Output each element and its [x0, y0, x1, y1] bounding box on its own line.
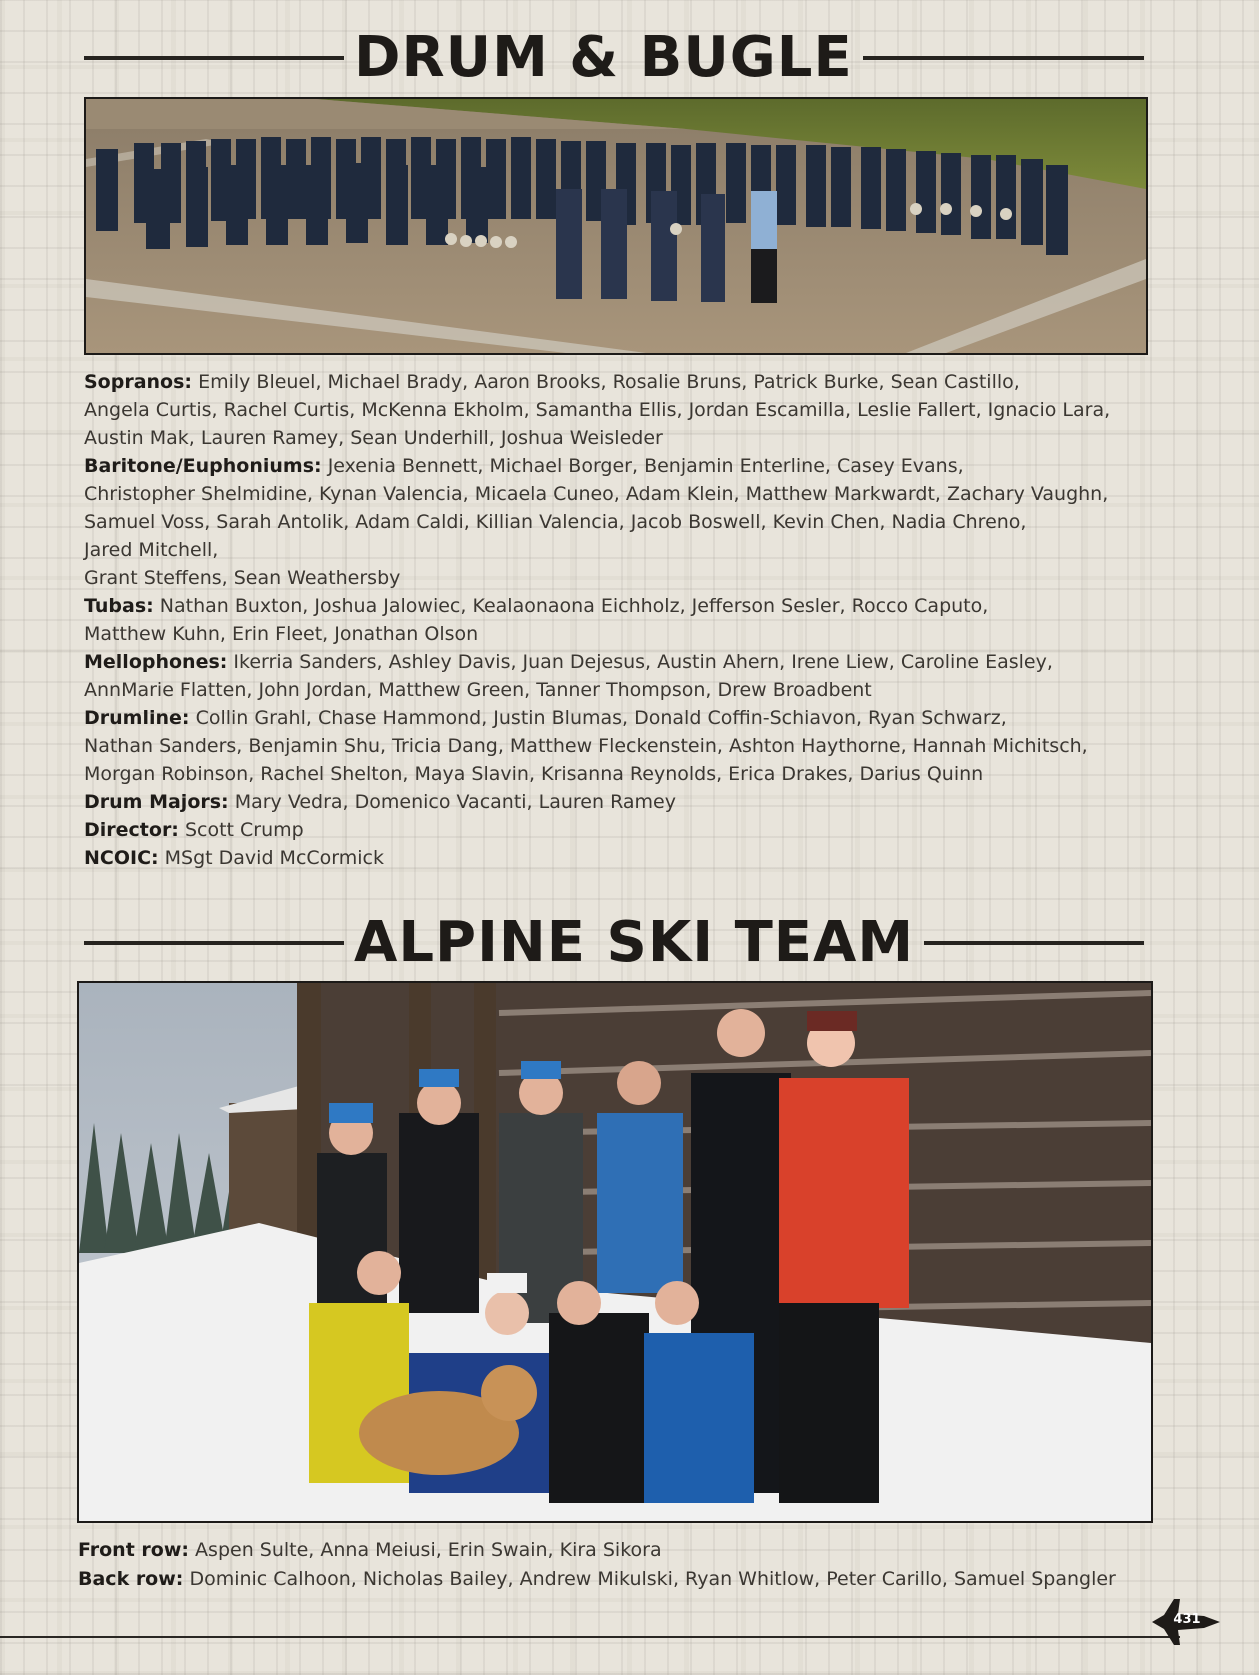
- roster-line: [84, 564, 1164, 592]
- roster-text: Nathan Sanders, Benjamin Shu, Tricia Dang, Matthew Fleckenstein, Ashton Haythorne, Hannah Michitsch,: [84, 735, 1088, 757]
- drum-bugle-heading: [84, 25, 1144, 90]
- roster-line: [84, 704, 1164, 732]
- roster-line: [84, 816, 1164, 844]
- roster-label: Baritone/Euphoniums:: [84, 455, 322, 477]
- heading-rule-left: [84, 56, 344, 60]
- alpine-ski-caption: [78, 1536, 1178, 1594]
- roster-text: AnnMarie Flatten, John Jordan, Matthew Green, Tanner Thompson, Drew Broadbent: [84, 679, 872, 701]
- footer-rule: [0, 1636, 1180, 1638]
- roster-line: [84, 424, 1164, 452]
- roster-label: Drum Majors:: [84, 791, 229, 813]
- drum-bugle-group-photo: [84, 97, 1148, 355]
- roster-label: NCOIC:: [84, 847, 159, 869]
- roster-line: [84, 788, 1164, 816]
- roster-line: [84, 620, 1164, 648]
- alpine-ski-team-photo: [77, 981, 1153, 1523]
- roster-text: Emily Bleuel, Michael Brady, Aaron Brooks, Rosalie Bruns, Patrick Burke, Sean Castillo,: [198, 371, 1020, 393]
- roster-text: Morgan Robinson, Rachel Shelton, Maya Slavin, Krisanna Reynolds, Erica Drakes, Darius Quinn: [84, 763, 984, 785]
- roster-label: Director:: [84, 819, 179, 841]
- roster-line: [84, 536, 1164, 564]
- roster-text: Ikerria Sanders, Ashley Davis, Juan Dejesus, Austin Ahern, Irene Liew, Caroline Easley,: [233, 651, 1053, 673]
- caption-line: [78, 1565, 1178, 1594]
- roster-text: MSgt David McCormick: [164, 847, 385, 869]
- roster-text: Austin Mak, Lauren Ramey, Sean Underhill, Joshua Weisleder: [84, 427, 663, 449]
- heading-rule-right: [924, 941, 1144, 945]
- roster-text: Matthew Kuhn, Erin Fleet, Jonathan Olson: [84, 623, 479, 645]
- roster-line: [84, 452, 1164, 480]
- roster-line: [84, 760, 1164, 788]
- caption-text: Aspen Sulte, Anna Meiusi, Erin Swain, Kira Sikora: [195, 1539, 662, 1561]
- ski-photo-illustration: [79, 983, 1151, 1521]
- roster-text: Jexenia Bennett, Michael Borger, Benjamin Enterline, Casey Evans,: [327, 455, 964, 477]
- roster-label: Mellophones:: [84, 651, 228, 673]
- heading-rule-left: [84, 941, 344, 945]
- roster-label: Drumline:: [84, 707, 190, 729]
- roster-text: Nathan Buxton, Joshua Jalowiec, Kealaonaona Eichholz, Jefferson Sesler, Rocco Caputo,: [159, 595, 989, 617]
- roster-line: [84, 508, 1164, 536]
- roster-line: [84, 844, 1164, 872]
- roster-text: Christopher Shelmidine, Kynan Valencia, Micaela Cuneo, Adam Klein, Matthew Markwardt, Zachary Vaughn,: [84, 483, 1109, 505]
- roster-text: Mary Vedra, Domenico Vacanti, Lauren Ramey: [234, 791, 676, 813]
- roster-text: Jared Mitchell,: [84, 539, 219, 561]
- heading-rule-right: [863, 56, 1144, 60]
- roster-text: Angela Curtis, Rachel Curtis, McKenna Ekholm, Samantha Ellis, Jordan Escamilla, Leslie Fallert, Ignacio Lara,: [84, 399, 1111, 421]
- roster-line: [84, 592, 1164, 620]
- alpine-ski-heading: [84, 910, 1144, 975]
- band-photo-illustration: [86, 99, 1146, 353]
- roster-line: [84, 480, 1164, 508]
- caption-line: [78, 1536, 1178, 1565]
- roster-text: Grant Steffens, Sean Weathersby: [84, 567, 401, 589]
- roster-line: [84, 676, 1164, 704]
- page-number: 431: [1173, 1612, 1201, 1627]
- alpine-ski-title: ALPINE SKI TEAM: [354, 910, 915, 975]
- roster-line: [84, 648, 1164, 676]
- roster-line: [84, 732, 1164, 760]
- roster-text: Scott Crump: [178, 819, 304, 841]
- roster-line: [84, 368, 1164, 396]
- caption-text: Dominic Calhoon, Nicholas Bailey, Andrew Mikulski, Ryan Whitlow, Peter Carillo, Samuel Spangler: [189, 1568, 1116, 1590]
- roster-line: [84, 396, 1164, 424]
- drum-bugle-title: DRUM & BUGLE: [354, 25, 853, 90]
- roster-label: Tubas:: [84, 595, 154, 617]
- roster-text: Collin Grahl, Chase Hammond, Justin Blumas, Donald Coffin-Schiavon, Ryan Schwarz,: [195, 707, 1007, 729]
- drum-bugle-roster: [84, 368, 1164, 872]
- caption-label: Back row:: [78, 1568, 184, 1590]
- roster-text: Samuel Voss, Sarah Antolik, Adam Caldi, Killian Valencia, Jacob Boswell, Kevin Chen, Nadia Chreno,: [84, 511, 1027, 533]
- roster-label: Sopranos:: [84, 371, 193, 393]
- page-number-badge: [1150, 1595, 1222, 1649]
- caption-label: Front row:: [78, 1539, 189, 1561]
